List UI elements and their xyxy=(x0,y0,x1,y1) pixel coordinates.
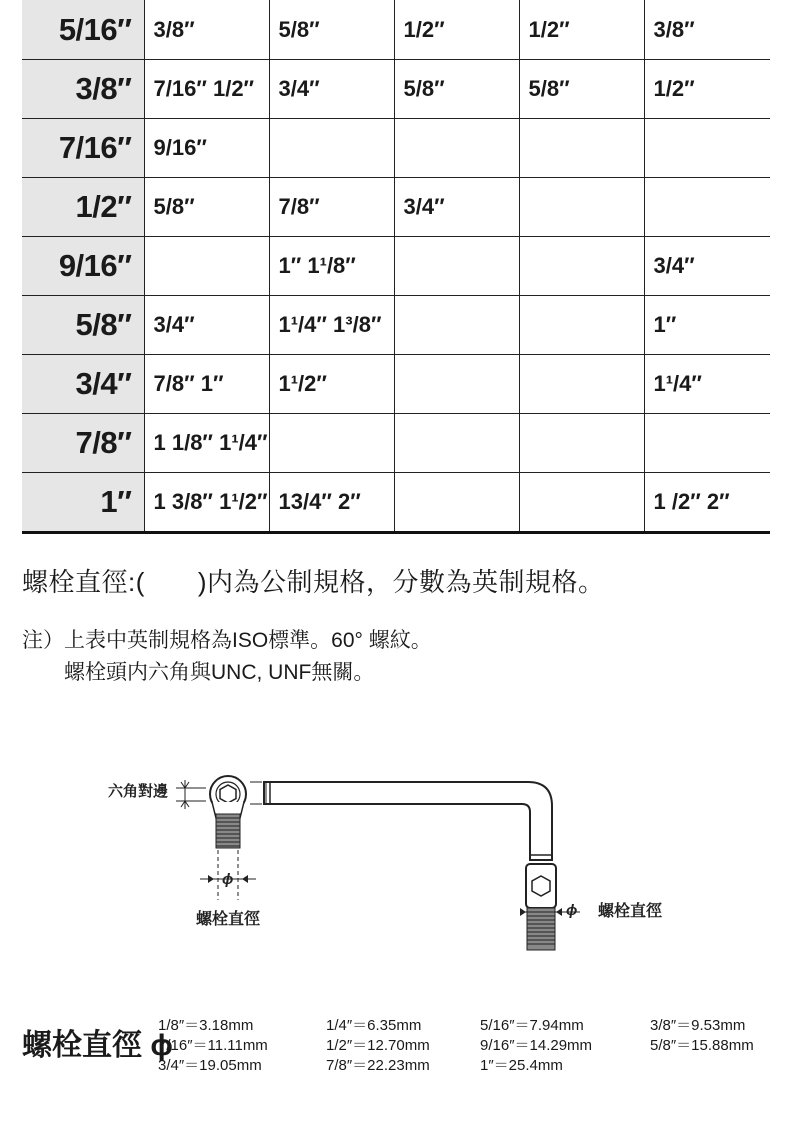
table-row xyxy=(22,60,770,119)
hex-size-cell: 13/4″ 2″ xyxy=(269,473,394,533)
hex-size-cell: 1/2″ xyxy=(519,0,644,60)
hex-size-cell: 3/4″ xyxy=(144,296,269,355)
hex-size-cell: 3/8″ xyxy=(144,0,269,60)
hex-size-cell xyxy=(519,296,644,355)
conversion-item: 5/8″＝15.88mm xyxy=(650,1037,754,1054)
hex-size-cell: 1¹/4″ 1³/8″ xyxy=(269,296,394,355)
legend-text: 螺栓直徑:( )内為公制規格，分數為英制規格。 xyxy=(22,567,605,597)
hex-size-cell xyxy=(644,178,770,237)
hex-size-cell: 1 /2″ 2″ xyxy=(644,473,770,533)
bolt-size-header: 5/8″ xyxy=(22,296,144,355)
hex-key-diagram xyxy=(0,760,790,960)
bolt-diameter-label-right: 螺栓直徑 xyxy=(598,903,663,920)
hex-size-cell: 3/4″ xyxy=(394,178,519,237)
conversion-item: 3/4″＝19.05mm xyxy=(158,1057,262,1074)
table-row xyxy=(22,0,770,60)
conversion-item: 1/4″＝6.35mm xyxy=(326,1017,422,1034)
conversion-item: 9/16″＝14.29mm xyxy=(480,1037,593,1054)
conversion-item: 1/8″＝3.18mm xyxy=(158,1017,254,1034)
bolt-right xyxy=(520,864,662,950)
hex-size-cell xyxy=(644,414,770,473)
hex-size-cell xyxy=(394,296,519,355)
hex-size-cell xyxy=(269,414,394,473)
hex-size-cell: 5/8″ xyxy=(144,178,269,237)
hex-size-cell xyxy=(394,237,519,296)
hex-size-cell: 5/8″ xyxy=(519,60,644,119)
hex-size-cell: 7/8″ xyxy=(269,178,394,237)
note-line-2: 螺栓頭内六角與UNC, UNF無關。 xyxy=(64,661,375,684)
hex-size-cell: 3/4″ xyxy=(269,60,394,119)
conversion-item: 7/16″＝11.11mm xyxy=(158,1037,268,1054)
hex-size-cell: 1¹/4″ xyxy=(644,355,770,414)
table-row xyxy=(22,355,770,414)
size-table xyxy=(22,0,770,534)
note-line-1: 注）上表中英制規格為ISO標準。60° 螺紋。 xyxy=(22,629,432,652)
hex-size-cell: 3/4″ xyxy=(644,237,770,296)
hex-size-cell xyxy=(519,119,644,178)
hex-size-cell: 1 3/8″ 1¹/2″ xyxy=(144,473,269,533)
hex-size-cell: 5/8″ xyxy=(269,0,394,60)
bolt-size-header: 9/16″ xyxy=(22,237,144,296)
conversion-title: 螺栓直徑 ϕ xyxy=(22,1029,173,1062)
bolt-size-header: 5/16″ xyxy=(22,0,144,60)
table-row xyxy=(22,414,770,473)
hex-size-cell xyxy=(144,237,269,296)
bolt-head-left xyxy=(196,776,260,928)
hex-size-cell: 5/8″ xyxy=(394,60,519,119)
table-row xyxy=(22,473,770,533)
bolt-size-header: 7/16″ xyxy=(22,119,144,178)
hex-size-cell: 1/2″ xyxy=(394,0,519,60)
hex-size-cell xyxy=(269,119,394,178)
hex-size-cell xyxy=(644,119,770,178)
hex-size-cell xyxy=(519,178,644,237)
hex-size-cell xyxy=(519,414,644,473)
conversion-item: 5/16″＝7.94mm xyxy=(480,1017,584,1034)
bolt-diameter-label-left: 螺栓直徑 xyxy=(196,911,261,928)
hex-size-cell: 9/16″ xyxy=(144,119,269,178)
bolt-size-header: 7/8″ xyxy=(22,414,144,473)
conversion-item: 3/8″＝9.53mm xyxy=(650,1017,746,1034)
bolt-size-header: 3/4″ xyxy=(22,355,144,414)
hex-size-cell xyxy=(394,119,519,178)
conversion-item: 7/8″＝22.23mm xyxy=(326,1057,430,1074)
bolt-size-header: 3/8″ xyxy=(22,60,144,119)
hex-size-cell: 7/16″ 1/2″ xyxy=(144,60,269,119)
bolt-size-header: 1/2″ xyxy=(22,178,144,237)
hex-size-cell xyxy=(519,237,644,296)
hex-size-cell xyxy=(394,355,519,414)
hex-size-cell: 1 1/8″ 1¹/4″ xyxy=(144,414,269,473)
hex-size-cell xyxy=(394,414,519,473)
table-row xyxy=(22,296,770,355)
hex-key-icon xyxy=(250,782,552,860)
hex-size-cell xyxy=(519,473,644,533)
conversion-item: 1″＝25.4mm xyxy=(480,1057,563,1074)
hex-size-cell: 7/8″ 1″ xyxy=(144,355,269,414)
bolt-size-header: 1″ xyxy=(22,473,144,533)
table-row xyxy=(22,237,770,296)
hex-size-cell xyxy=(519,355,644,414)
hex-size-cell xyxy=(394,473,519,533)
hex-size-cell: 3/8″ xyxy=(644,0,770,60)
hex-size-cell: 1¹/2″ xyxy=(269,355,394,414)
hex-size-cell: 1″ 1¹/8″ xyxy=(269,237,394,296)
table-row xyxy=(22,178,770,237)
phi-symbol-left: ϕ xyxy=(222,871,234,888)
phi-symbol-right: ϕ xyxy=(566,902,578,919)
hex-size-cell: 1/2″ xyxy=(644,60,770,119)
hex-size-cell: 1″ xyxy=(644,296,770,355)
conversion-item: 1/2″＝12.70mm xyxy=(326,1037,430,1054)
hex-across-flats-label: 六角對邊 xyxy=(108,783,169,800)
table-row xyxy=(22,119,770,178)
